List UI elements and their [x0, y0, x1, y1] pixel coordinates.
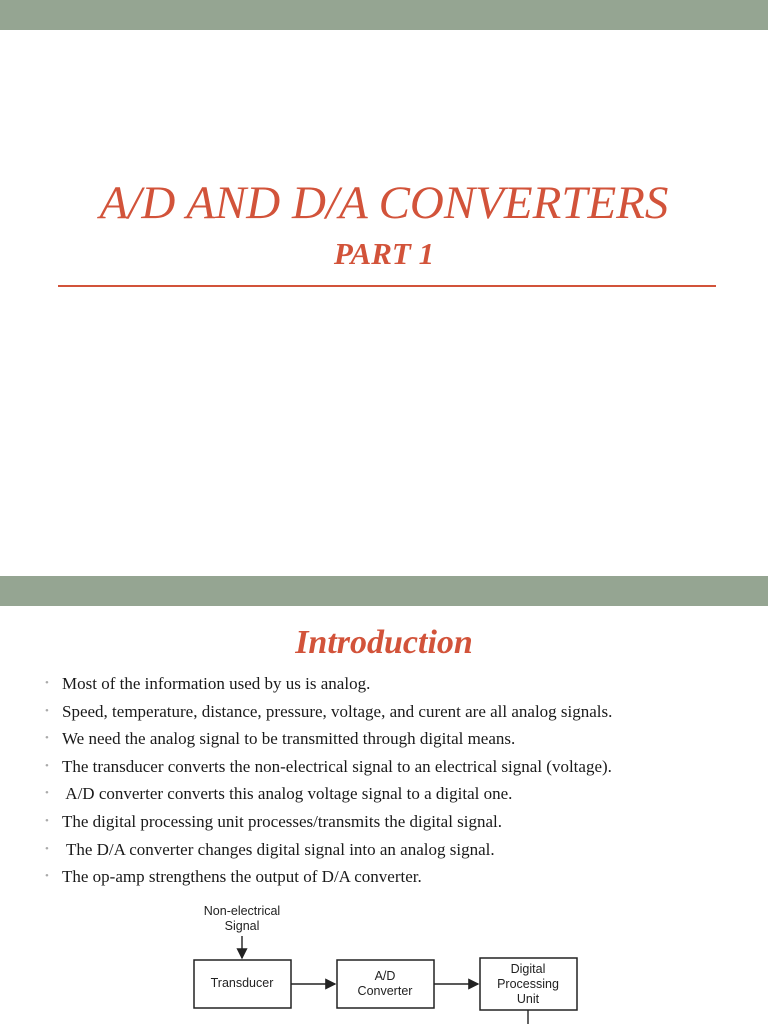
bullet-dot-icon: • [45, 870, 49, 883]
adc-label: Converter [357, 984, 413, 998]
transducer-label: Transducer [210, 976, 274, 990]
bullet-text: The transducer converts the non-electrical signal to an electrical signal (voltage). [62, 756, 612, 776]
dpu-label: Digital [510, 962, 546, 976]
bullet-dot-icon: • [45, 759, 49, 772]
bullet-text: A/D converter converts this analog voltage signal to a digital one. [62, 784, 513, 804]
bullet-item [40, 698, 760, 726]
bullet-dot-icon: • [45, 677, 49, 689]
bullet-item [40, 725, 760, 753]
bullet-text: Most of the information used by us is analog. [62, 674, 371, 693]
input-signal-label: Non-electrical [203, 904, 281, 918]
bullet-item [40, 753, 760, 781]
title-slide [0, 30, 768, 576]
introduction-slide [0, 606, 768, 1024]
slide-subtitle: PART 1 [333, 236, 435, 271]
block-diagram [0, 900, 768, 1024]
slide-title: A/D AND D/A CONVERTERS [99, 177, 669, 229]
dpu-label: Processing [497, 977, 559, 991]
bullet-item [40, 836, 760, 864]
bullet-text: The op-amp strengthens the output of D/A converter. [62, 867, 422, 887]
bullet-dot-icon: • [45, 787, 49, 800]
bullet-text: The digital processing unit processes/transmits the digital signal. [62, 811, 503, 831]
bullet-dot-icon: • [45, 814, 49, 827]
bullet-dot-icon: • [45, 842, 49, 855]
bullet-text: The D/A converter changes digital signal into an analog signal. [62, 839, 495, 859]
bullet-text: Speed, temperature, distance, pressure, voltage, and curent are all analog signals. [62, 701, 613, 721]
dpu-label: Unit [516, 992, 540, 1006]
slide-divider-band [0, 576, 768, 606]
top-band [0, 0, 768, 30]
bullet-list [40, 670, 760, 891]
bullet-dot-icon: • [45, 732, 49, 745]
input-signal-label: Signal [224, 919, 260, 933]
bullet-item [40, 808, 760, 836]
bullet-item [40, 670, 760, 698]
title-underline [58, 285, 716, 287]
section-title: Introduction [295, 624, 473, 661]
bullet-item [40, 780, 760, 808]
bullet-dot-icon: • [45, 704, 49, 717]
bullet-item [40, 863, 760, 891]
adc-label: A/D [374, 969, 396, 983]
bullet-text: We need the analog signal to be transmitted through digital means. [62, 729, 516, 749]
